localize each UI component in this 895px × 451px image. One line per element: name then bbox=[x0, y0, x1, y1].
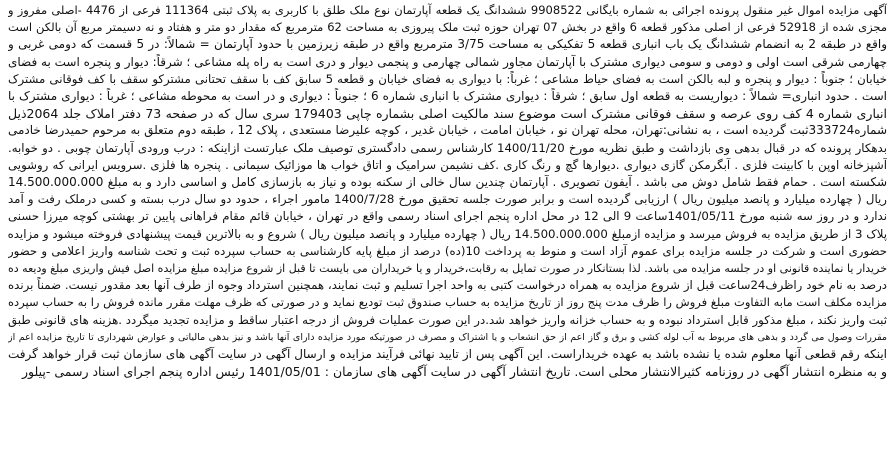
notice-line: مجزی شده از 52918 فرعی از اصلی مذکور قطعه 6 واقع در بخش 07 تهران حوزه ثبت ملک پیروزی به مساحت 62 مترمربع که مقدار دو متر و هفتاد و نه دسیمتر مربع آن بالکن است bbox=[8, 20, 887, 35]
notice-line: مزایده مکلف است مابه التفاوت مبلغ فروش را ظرف مدت پنج روز از تاریخ مزایده به حساب صندوق ثبت تودیع نماید و در صورتی که ظرف مهلت مقرر مانده فروش را به حساب سپرده bbox=[8, 295, 887, 310]
notice-line: آشپزخانه اوپن با کابینت فلزی . آبگرمکن گازی دیواری .دیوارها گچ و رنگ کاری .کف نشیمن سرامیک و اتاق خواب ها موزائیک سیمانی . پنجره ها فلزی .سرویس ایرانی که روشویی bbox=[8, 157, 887, 172]
notice-line: خریدار یا نماینده قانونی او در جلسه مزایده می باشد. لذا بستانکار در صورت تمایل به رقابت،خریدار و یا خریداران می بایست تا قبل از شروع مزایده مبلغ مزایده اصل فیش واریزی مبلغ ودیعه ده bbox=[8, 262, 887, 276]
notice-line: ثبت واریز نکند ، مبلغ مذکور قابل استرداد نبوده و به حساب خزانه واریز خواهد شد.در این صورت عملیات فروش از درجه اعتبار ساقط و مزایده تجدید میگردد .هزینه های قانونی طبق bbox=[8, 312, 887, 327]
notice-line: ندارد و در روز سه شنبه مورخ 1401/05/11ساعت 9 الی 12 در محل اداره پنجم اجرای اسناد رسمی واقع در تهران ، خیابان قائم مقام فراهانی پایین تر بهشتی کوچه میرزا حسنی bbox=[8, 209, 887, 224]
notice-line: است . حدود انباری= شمالاً : دیواریست به قطعه اول سابق ؛ شرقاً : دیواری مشترک با انباری شماره 6 ؛ جنوباً : دیواری و در است به محوطه مشاعی ؛ غرباً : دیواری مشترک با bbox=[8, 89, 887, 104]
notice-line: پلاک 3 از طریق مزایده به فروش میرسد و مزایده ازمبلغ 14.500.000.000 ریال ( چهارده میلیارد و پانصد میلیون ریال ) شروع و به بالاترین قیمت پیشنهادی فروخته میشود و مزایده bbox=[8, 226, 887, 241]
notice-line: واقع در طبقه 2 به انضمام ششدانگ یک باب انباری قطعه 5 تفکیکی به مساحت 3/75 مترمربع واقع در طبقه زیرزمین با حدود آپارتمان = شمالاً: در 5 قسمت که دومی غربی و bbox=[8, 37, 887, 52]
notice-line: مقررات وصول می گردد و بدهی های مربوط به آب لوله کشی و برق و گاز اعم از حق انشعاب و یا اشتراک و مصرف در صورتیکه مورد مزایده دارای آنها باشد و نیز بدهی مالیاتی و عوارض شهرداری تا تاریخ مزایده اعم از bbox=[8, 331, 887, 343]
notice-line: حضوری است و شرکت در جلسه مزایده برای عموم آزاد است و منوط به پرداخت 10(ده) درصد از مبلغ پایه کارشناسی به حساب سپرده ثبت و تحت شناسه واریز اعلامی و حضور bbox=[8, 243, 887, 258]
notice-line: بدهکار پرونده که در قبال بدهی وی بازداشت و طبق نظریه مورخ 1400/11/20 کارشناس رسمی دادگستری توصیف ملک عبارتست ازاینکه : درب ورودی آپارتمان چوبی . دو خوابه. bbox=[8, 140, 887, 155]
notice-line: آگهی مزایده اموال غیر منقول پرونده اجرائی به شماره بایگانی 9908522 ششدانگ یک قطعه آپارتمان نوع ملک طلق با کاربری به پلاک ثبتی 111364 فرعی از 4476 -اصلی مفروز و bbox=[8, 3, 887, 17]
notice-line: خیابان ؛ جنوباً : دیوار و پنجره و لبه بالکن است به فضای حیاط مشاعی ؛ غرباً: با دیواری به فضای خیابان و قطعه 5 سابق کف با سقف تحتانی مشترکو سقف با کف فوقانی مشترک bbox=[8, 71, 887, 86]
notice-line: چهارمی شرقی است اولی و دومی و سومی دیواری مشترک با آپارتمان مجاور شمالی چهارمی و پنجمی دیوار و دری است به راه پله مشاعی ؛ شرقاً: دیوار و پنجره است به فضای bbox=[8, 54, 887, 69]
notice-line: ریال ( چهارده میلیارد و پانصد میلیون ریال ) ارزیابی گردیده است و برابر صورت جلسه تحقیق مورخ 1400/7/28 مامور اجراء ، حدود دو سال درب بسته و کسی درملک رفت و آمد bbox=[8, 192, 887, 207]
notice-line: درصد به نام خود راظرف24ساعت قبل از شروع مزایده به همراه درخواست کتبی به واحد اجرا تسلیم و ثبت نمایند، همچنین استرداد وجوه از طرف آنها بعد مقدور نیست. ضمناً برنده bbox=[8, 278, 887, 293]
notice-line: انباری شماره 4 کف روی عرصه و سقف فوقانی مشترک است موضوع سند مالکیت اصلی بشماره چاپی 179403 سری سال که در صفحه 73 دفتر املاک جلد 2064ذیل bbox=[8, 106, 887, 122]
notice-line: و به منظره انتشار آگهی در روزنامه کثیرالانتشار محلی است. تاریخ انتشار آگهی در سایت آگهی های سازمان : 1401/05/01 رئیس اداره پنجم اجرای اسناد رسمی -پیلور bbox=[21, 364, 887, 380]
notice-line: اینکه رقم قطعی آنها معلوم شده یا نشده باشد به عهده خریداراست. این آگهی پس از تایید نهائی فرآیند مزایده و ارسال آگهی در سایت آگهی های سازمان ثبت قرار خواهد گرفت bbox=[8, 347, 887, 362]
notice-line: شکسته است . حمام فقط شامل دوش می باشد . آیفون تصویری . آپارتمان چندین سال خالی از سکنه بوده و نیاز به بازسازی کامل و اساسی دارد و به مبلغ 14.500.000.000 bbox=[8, 175, 887, 190]
notice-line: شماره333724ثبت گردیده است ، به نشانی:تهران، محله تهران نو ، خیابان امامت ، خیابان غدیر ، کوچه علیرضا مستعدی ، پلاک 12 ، طبقه دوم متعلق به مرحوم حمیدرضا خادمی bbox=[8, 123, 887, 138]
